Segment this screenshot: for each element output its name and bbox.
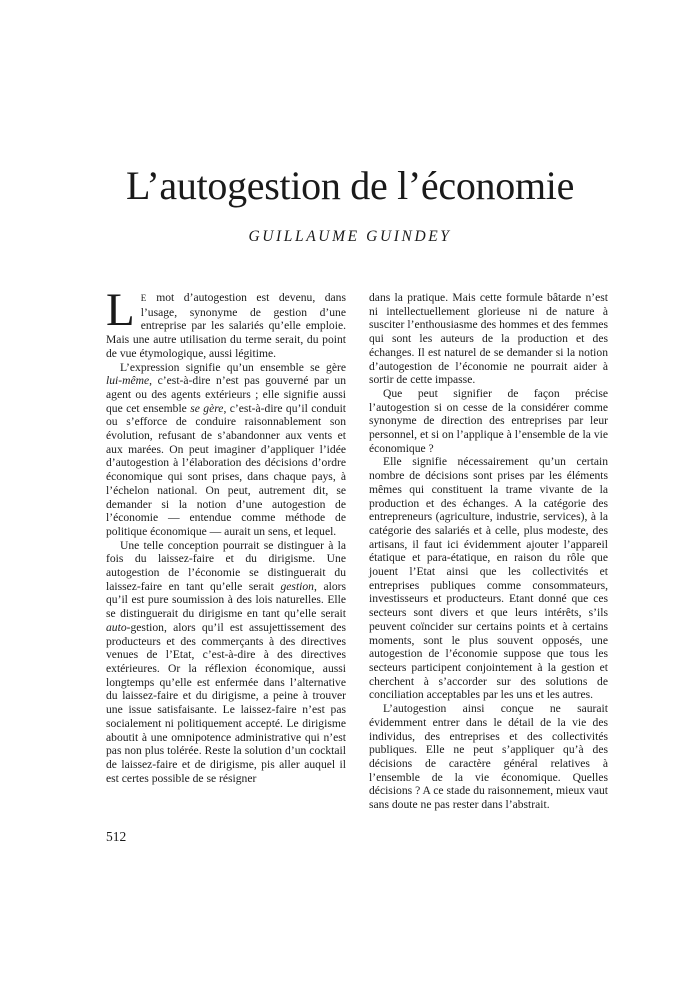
- paragraph: [106, 361, 346, 539]
- paragraph-text: -gestion, alors qu’il est assujettissement des producteurs et des commerçants à des directives venues de l’Etat, c’est-à-dire à des directives extérieures. Or la réflexion économique, aussi longtemps qu’elle est enfermée dans l’alternative du laissez-faire et du dirigisme, a peine à trouver une issue satisfaisante. Le laissez-faire n’est pas socialement ni politiquement accepté. Le dirigisme aboutit à une omnipotence administrative qui n’est pas non plus tolérée. Reste la solution d’un cocktail de laissez-faire et de dirigisme, pis aller auquel il est certes possible de se résigner: [106, 620, 346, 785]
- paragraph-text: Une telle conception pourrait se distinguer à la fois du laissez-faire et du dirigisme. Une autogestion de l’économie se distinguerait du laissez-faire en tant qu’elle serait: [106, 538, 346, 593]
- emphasis-text: gestion: [280, 579, 314, 593]
- paragraph: Que peut signifier de façon précise l’autogestion si on cesse de la considérer comme synonyme de direction des entreprises par leur personnel, et si on l’applique à l’ensemble de la vie économique ?: [369, 386, 608, 455]
- small-cap: E: [140, 293, 147, 303]
- paragraph-text: , c’est-à-dire n’est pas gouverné par un agent ou des agents extérieurs ; elle signifie aussi que cet ensemble: [106, 374, 346, 415]
- paragraph: [106, 284, 346, 361]
- emphasis-text: auto: [106, 620, 127, 634]
- paragraph-text: , alors qu’il est pure soumission à des lois naturelles. Elle se distinguerait du dirigisme en tant qu’elle serait: [106, 579, 346, 621]
- text-column-left: [106, 284, 347, 785]
- emphasis-text: lui-même: [106, 374, 150, 388]
- drop-cap: L: [106, 284, 135, 336]
- paragraph-text: , c’est-à-dire qu’il conduit ou s’efforce de conduire raisonnablement son évolution, refusant de s’abandonner aux vents et aux marées. On peut imaginer d’appliquer l’idée d’autogestion à l’élaboration des décisions d’ordre économique qui sont prises, dans chaque pays, à l’échelon national. On peut, autrement dit, se demander si la notion d’une autogestion de l’économie — entendue comme méthode de politique économique — aurait un sens, et lequel.: [106, 401, 347, 538]
- article-title: L’autogestion de l’économie: [125, 163, 575, 208]
- article-author: GUILLAUME GUINDEY: [248, 228, 452, 245]
- paragraph: [106, 539, 346, 786]
- paragraph-text: mot d’autogestion est devenu, dans l’usage, synonyme de gestion d’une entreprise par les salariés qu’elle emploie. Mais une autre utilisation du terme serait, du point de vue étymologique, aussi légitime.: [106, 291, 346, 360]
- paragraph: Elle signifie nécessairement qu’un certain nombre de décisions sont prises par les éléments mêmes qui constituent la trame vivante de la production et des échanges. A la catégorie des entrepreneurs (agriculture, industrie, services), à la catégorie des salariés et à celle, plus modeste, des artisans, il faut ici évidemment ajouter l’appareil étatique et para-étatique, en raison du rôle que jouent l’Etat ainsi que les collectivités et entreprises publiques comme consommateurs, investisseurs et producteurs. Etant donné que ces secteurs sont divers et que leurs intérêts, s’ils peuvent coïncider sur certains points et à certains moments, sont le plus souvent opposés, une autogestion de l’économie suppose que tous les secteurs participent conjointement à la gestion et cherchent à s’accorder sur des solutions de conciliation acceptables par les uns et les autres.: [369, 455, 608, 702]
- paragraph-text: L’expression signifie qu’un ensemble se gère: [120, 360, 346, 374]
- page-number: 512: [106, 829, 127, 844]
- text-column-right: [369, 291, 608, 812]
- emphasis-text: se gère: [190, 401, 224, 415]
- paragraph: dans la pratique. Mais cette formule bâtarde n’est ni intellectuellement glorieuse ni de nature à susciter l’enthousiasme des hommes et des femmes qui sont les auteurs de la production et des échanges. Il est naturel de se demander si la notion d’autogestion de l’économie ne pourrait aider à sortir de cette impasse.: [369, 291, 608, 387]
- paragraph: L’autogestion ainsi conçue ne saurait évidemment entrer dans le détail de la vie des individus, des entreprises et des collectivités publiques. Elle ne peut s’appliquer qu’à des décisions de caractère général relatives à l’ensemble de la vie économique. Quelles décisions ? A ce stade du raisonnement, mieux vaut sans doute ne pas rester dans l’abstrait.: [369, 702, 608, 812]
